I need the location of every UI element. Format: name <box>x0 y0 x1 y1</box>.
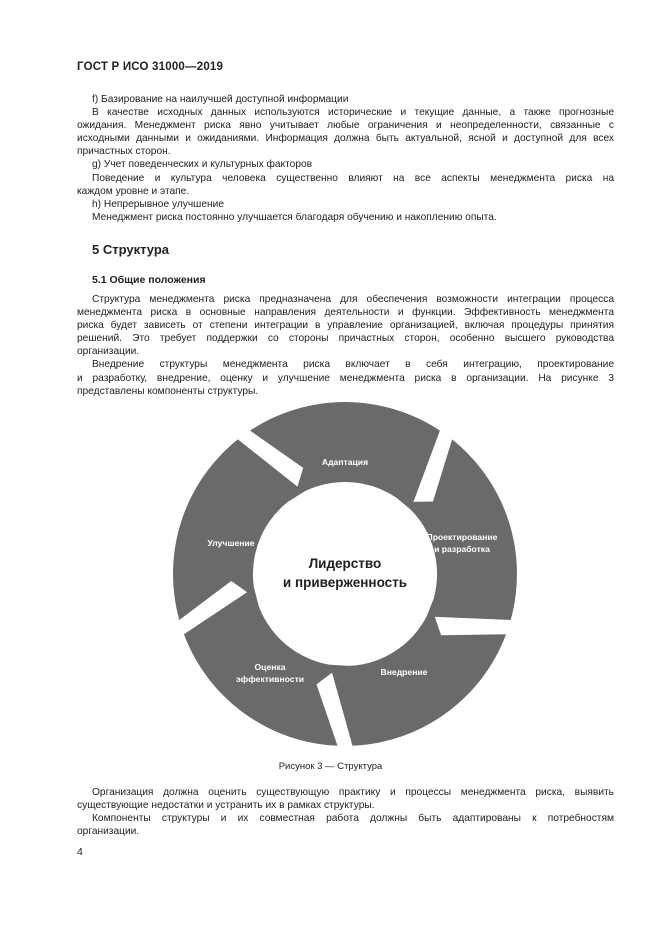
para4-line: Компоненты структуры и их совместная работа должны быть адаптированы к потребностям <box>92 813 614 824</box>
para1-line: менеджмента риска в основные направления деятельности и функции. Эффективность менеджмента <box>77 307 614 318</box>
para1-line: решений. Это требует поддержки со стороны причастных сторон, особенно высшего руководства <box>77 333 614 344</box>
segment-label-design-line1: Проектирование <box>426 532 498 542</box>
para1-line: организации. <box>77 346 140 357</box>
segment-label-improvement: Улучшение <box>207 538 255 548</box>
principle-g-body-line: каждом уровне и этапе. <box>77 186 190 197</box>
para3-line: Организация должна оценить существующую практику и процессы менеджмента риска, выявить <box>92 787 614 798</box>
segment-label-adaptation: Адаптация <box>321 457 369 467</box>
para2-line: и разработку, внедрение, оценку и улучшение менеджмента риска в организации. На рисунке 3 <box>77 373 614 384</box>
segment-label-design-line2: и разработка <box>434 544 490 554</box>
principle-f-body-line: В качестве исходных данных используются исторические и текущие данные, а также прогнозные <box>92 107 614 118</box>
principle-g-body-line: Поведение и культура человека существенно влияют на все аспекты менеджмента риска на <box>92 173 614 184</box>
principle-h-body-line: Менеджмент риска постоянно улучшается благодаря обучению и накоплению опыта. <box>92 212 497 223</box>
center-circle <box>259 488 431 660</box>
principle-f-body-line: причастных сторон. <box>77 146 171 157</box>
page-number: 4 <box>77 846 83 858</box>
subsection-title: 5.1 Общие положения <box>92 274 206 286</box>
para3-line: существующие недостатки и устранить их в рамках структуры. <box>77 800 375 811</box>
principle-f-body-line: исходными данными и ожиданиями. Информация должна быть актуальной, ясной и доступной для всех <box>77 133 614 144</box>
para2-line: представлены компоненты структуры. <box>77 386 259 397</box>
para1-line: Структура менеджмента риска предназначена для обеспечения возможности интеграции процесса <box>92 294 614 305</box>
principle-f-body-line: ожидания. Менеджмент риска явно учитывает любые ограничения и неопределенности, связанные с <box>77 120 614 131</box>
center-label-line2: и приверженность <box>282 575 408 590</box>
para4-line: организации. <box>77 826 140 837</box>
segment-label-evaluation-line2: эффективности <box>235 674 305 684</box>
principle-h-title: h) Непрерывное улучшение <box>92 199 224 210</box>
segment-label-implementation: Внедрение <box>380 667 428 677</box>
center-label-line1: Лидерство <box>308 556 382 571</box>
para2-line: Внедрение структуры менеджмента риска включает в себя интеграцию, проектирование <box>92 359 614 370</box>
segment-label-evaluation-line1: Оценка <box>254 662 286 672</box>
document-header: ГОСТ Р ИСО 31000—2019 <box>77 61 224 73</box>
figure-caption: Рисунок 3 — Структура <box>278 761 383 772</box>
principle-g-title: g) Учет поведенческих и культурных факторов <box>92 159 313 170</box>
section-title: 5 Структура <box>92 242 170 257</box>
para1-line: риска будет зависеть от степени интеграции в управление организацией, включая процедуры принятия <box>77 320 614 331</box>
principle-f-title: f) Базирование на наилучшей доступной информации <box>92 94 349 105</box>
